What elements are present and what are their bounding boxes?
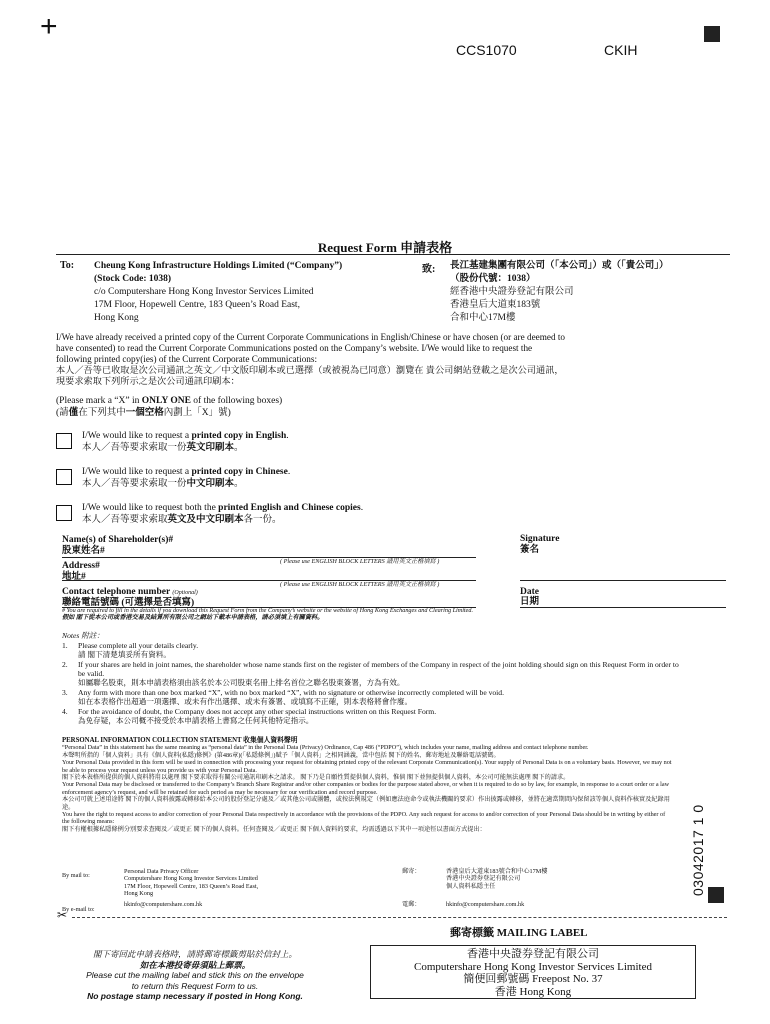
form-code: CCS1070 xyxy=(456,42,517,58)
mail-address-zh: 香港皇后大道東183號合和中心17M樓 香港中央證券登記有限公司 個人資料私隱主任 xyxy=(446,868,548,890)
address-label: Address# 地址# xyxy=(62,561,100,582)
mail-label: By mail to: xyxy=(62,872,90,879)
notes-list xyxy=(62,641,682,725)
address-line-zh: 經香港中央證券登記有限公司 xyxy=(450,287,574,297)
mailing-address-box xyxy=(370,945,696,999)
note-item: 2. If your shares are held in joint names, the shareholder whose name stands first on the register of members of the Company in respect of the joint holding should sign on this Request Form in order to be valid. 如屬聯名股東，則本申請表格須由該名於本公司股東名冊上排名首位之聯名股東簽署，方為有效。 xyxy=(62,660,679,687)
pics-paragraph: Your Personal Data may be disclosed or transferred to the Company’s Branch Share Registrar and/or other companies or bodies for the purpose stated above, or when it is required to do so by law, for example, in response to a court order or a law enforcement agency’s request, and will be retained for such period as may be necessary for our verification and record purpose. xyxy=(62,781,670,796)
notes-title: Notes 附註： xyxy=(62,631,104,640)
fields-footnote: # You are required to fill in the details if you download this Request Form from the Company’s website or the website of Hong Kong Exchanges and Clearing Limited. 假如 閣下從本公司或香港交易及結算所有限公司之網站下載本申請表格，請必須填上有關資料。 xyxy=(62,607,474,622)
email-label: By e-mail to: xyxy=(62,906,95,913)
registration-square xyxy=(704,26,720,42)
date-label: Date 日期 xyxy=(520,587,540,607)
note-item: 4. For the avoidance of doubt, the Company does not accept any other special instructions written on this Request Form. 為免存疑，本公司概不接受於本申請表格上書寫之任何其他特定指示。 xyxy=(62,707,437,725)
address-line: 17M Floor, Hopewell Centre, 183 Queen’s Road East, xyxy=(94,300,300,310)
box-line: 香港中央證券登記有限公司 xyxy=(467,948,599,960)
intro-text xyxy=(56,332,732,387)
company-name-zh: 長江基建集團有限公司（「本公司」）或（「貴公司」） xyxy=(450,261,669,271)
to-label-zh: 致: xyxy=(422,264,436,275)
address-line-zh: 合和中心17M樓 xyxy=(450,313,516,323)
to-block-zh xyxy=(450,260,740,325)
block-letters-note: ( Please use ENGLISH BLOCK LETTERS 請用英文正楷填寫 ) xyxy=(280,581,440,588)
pics-paragraph-zh: 閣下於本表格所提供的個人資料將用以處理 閣下要求取得有關公司通訊印刷本之請求。 閣下乃是自願性質提供個人資料，惟倘 閣下並無提供個人資料，本公司可能無法處理 閣下的請求。 xyxy=(62,774,570,782)
mailing-label-title: 郵寄標籤 MAILING LABEL xyxy=(450,927,588,939)
option-english: I/We would like to request a printed copy in English. 本人／吾等要求索取一份英文印刷本。 xyxy=(82,431,289,453)
to-label: To: xyxy=(60,260,75,271)
email-address[interactable]: hkinfo@computershare.com.hk xyxy=(124,901,203,908)
email-address-zh[interactable]: hkinfo@computershare.com.hk xyxy=(446,901,525,908)
phone-label: Contact telephone number (Optional) 聯絡電話號碼 (可選擇是否填寫) xyxy=(62,587,198,608)
email-label-zh: 電郵： xyxy=(402,901,421,908)
pics-paragraph: “Personal Data” in this statement has the same meaning as “personal data” in the Personal Data (Privacy) Ordinance, Cap 486 (“PDPO”), which includes your name, mailing address and contact telephone number. xyxy=(62,744,589,752)
pics-paragraph-zh: 閣下有權根據私隱條例分別要求查閱及／或更正 閣下的個人資料。任何查閱及／或更正 閣下個人資料的要求，均需透過以下其中一項途徑以書面方式提出： xyxy=(62,825,486,833)
to-block-en xyxy=(94,260,414,325)
instruction-en: (Please mark a “X” in ONLY ONE of the following boxes) xyxy=(56,396,283,406)
checkbox-english[interactable] xyxy=(56,433,72,449)
note-item: 3. Any form with more than one box marked “X”, with no box marked “X”, with no signature or otherwise incorrectly completed will be void. 如在本表格作出超過一項選擇、或未有作出選擇、或未有簽署、或填寫不正確，則本表格將會作廢。 xyxy=(62,688,504,706)
address-line: Hong Kong xyxy=(94,313,139,323)
pics-paragraph-zh: 本公司可就上述用途將 閣下的個人資料披露或轉移給本公司的股份登記分處及／或其他公司或團體，或按法例規定（例如應法庭命令或執法機關的要求）作出披露或轉移，並將在適當期間內保留該等個人資料作核實及紀錄用途。 xyxy=(62,796,670,811)
pics-paragraph: You have the right to request access to and/or correction of your Personal Data respectively in accordance with the provisions of the PDPO. Any such request for access to and/or correction of your Personal Data should be in writing by either of the following means: xyxy=(62,811,666,826)
side-barcode-text: 03042017 1 0 xyxy=(690,804,706,896)
cut-line xyxy=(72,917,727,918)
form-title: Request Form 申請表格 xyxy=(317,240,453,255)
mail-address: Personal Data Privacy Officer Computershare Hong Kong Investor Services Limited 17M Floor, Hopewell Centre, 183 Queen’s Road East, Hong Kong xyxy=(124,868,259,898)
checkbox-chinese[interactable] xyxy=(56,469,72,485)
note-item: 1. Please complete all your details clearly. 請 閣下清楚填妥所有資料。 xyxy=(62,641,199,659)
intro-line-zh: 現要求索取下列所示之是次公司通訊印刷本： xyxy=(56,376,240,386)
pics-contacts xyxy=(62,868,674,913)
pics-section xyxy=(62,737,674,833)
block-letters-note: ( Please use ENGLISH BLOCK LETTERS 請用英文正楷填寫 ) xyxy=(280,558,440,565)
intro-line: following printed copy(ies) of the Current Corporate Communications: xyxy=(56,354,318,364)
box-line: Computershare Hong Kong Investor Services Limited xyxy=(414,960,652,973)
signature-input-line[interactable] xyxy=(520,580,726,581)
company-name-en: Cheung Kong Infrastructure Holdings Limited (“Company”) xyxy=(94,261,343,271)
address-line-zh: 香港皇后大道東183號 xyxy=(450,300,541,310)
option-both: I/We would like to request both the printed English and Chinese copies. 本人／吾等要求索取英文及中文印刷本各一份。 xyxy=(82,503,364,525)
intro-line: have consented) to read the Current Corporate Communications posted on the Company’s website. I/We would like to request the xyxy=(56,343,533,353)
stock-code-zh: （股份代號：1038） xyxy=(450,274,536,284)
pics-paragraph-zh: 本聲明所指的「個人資料」具有《個人資料(私隱)條例》(第486章)(「私隱條例」)賦予「個人資料」之相同涵義，當中包括 閣下的姓名、郵寄地址及聯絡電話號碼。 xyxy=(62,751,500,759)
intro-line: I/We have already received a printed copy of the Current Corporate Communications in English/Chinese or have chosen (or are deemed to xyxy=(56,332,565,342)
instruction-zh: (請僅在下列其中一個空格內劃上「X」號) xyxy=(56,408,231,418)
registration-square xyxy=(708,887,724,903)
pics-title: PERSONAL INFORMATION COLLECTION STATEMENT 收集個人資料聲明 xyxy=(62,737,298,744)
box-line: 簡便回郵號碼 Freepost No. 37 xyxy=(463,973,603,985)
scissors-icon: ✂ xyxy=(57,908,68,922)
checkbox-both[interactable] xyxy=(56,505,72,521)
address-line: c/o Computershare Hong Kong Investor Services Limited xyxy=(94,287,314,297)
name-label: Name(s) of Shareholder(s)# 股東姓名# xyxy=(62,535,174,556)
company-code: CKIH xyxy=(604,42,638,58)
box-line: 香港 Hong Kong xyxy=(494,985,572,998)
plus-mark: + xyxy=(40,10,58,43)
intro-line-zh: 本人／吾等已收取是次公司通訊之英文／中文版印刷本或已選擇（或被視為已同意）瀏覽在 貴公司網站登載之是次公司通訊， xyxy=(56,365,564,375)
stock-code-en: (Stock Code: 1038) xyxy=(94,274,172,284)
instruction xyxy=(56,395,282,419)
option-chinese: I/We would like to request a printed copy in Chinese. 本人／吾等要求索取一份中文印刷本。 xyxy=(82,467,291,489)
mailing-instructions: 閣下寄回此申請表格時，請將郵寄標籤剪貼於信封上。 如在本港投寄毋須貼上郵票。 Please cut the mailing label and stick this on the envelope to return this Request Form to us. No postage stamp necessary if posted in Hong Kong. xyxy=(86,949,304,1001)
pics-paragraph: Your Personal Data provided in this form will be used in connection with processing your request for obtaining printed copy of the relevant Corporate Communication(s). Your supply of Personal Data is on a voluntary basis. However, we may not be able to process your request unless you provide us with your Personal Data. xyxy=(62,759,672,774)
signature-label: Signature 簽名 xyxy=(520,534,560,555)
mail-label-zh: 郵寄： xyxy=(402,868,421,875)
